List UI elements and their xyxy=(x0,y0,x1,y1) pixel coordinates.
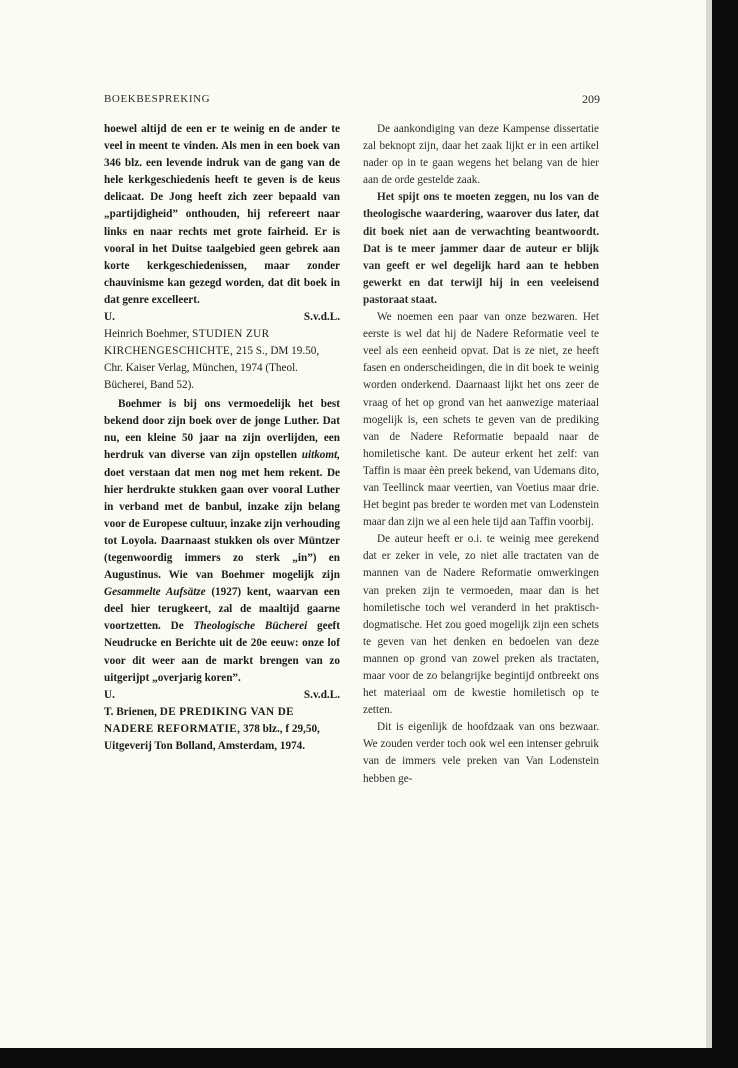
book-entry-boehmer xyxy=(104,326,340,394)
scan-edge-right xyxy=(712,0,738,1068)
review-emphasis: Gesammelte Aufsätze xyxy=(104,586,206,599)
review-text: (1927) kent, waarvan een deel hier terugkeert, zal de maaltijd gaarne voortzetten. De xyxy=(104,586,340,633)
entry-title: DE PREDIKING VAN DE NADERE REFORMATIE, xyxy=(104,705,295,735)
scan-edge-bottom xyxy=(0,1048,738,1068)
signature-author: S.v.d.L. xyxy=(303,688,340,701)
review-text: Boehmer is bij ons vermoedelijk het best bekend door zijn boek over de jonge Luther. Dat nu, een kleine 50 jaar na zijn overlijden, een herdruk van diverse van zijn opstellen xyxy=(104,398,340,462)
left-column xyxy=(104,121,340,755)
review-emphasis: uitkomt, xyxy=(301,449,340,462)
paragraph: Het spijt ons te moeten zeggen, nu los van de theologische waardering, waarover dus later, dat dit boek niet aan de verwachting beantwoordt. Dat is te meer jammer daar de auteur er blijk van geeft er wel degelijk hard aan te hebben gewerkt en dat terwijl hij in een veeleisend pastoraat staat. xyxy=(363,191,599,306)
review-text: doet verstaan dat men nog met hem rekent. De hier herdrukte stukken gaan over vooral Luther in verband met de banbul, inzake zijn belang voor de Europese cultuur, inzake zijn verhouding tot Loyola. Daarnaast stukken ols over Müntzer (tegenwoordig immers zo sterk „in”) en Augustinus. Wie van Boehmer mogelijk zijn xyxy=(104,466,340,582)
paragraph: De auteur heeft er o.i. te weinig mee gerekend dat er zeker in vele, zo niet alle tractaten van de mannen van de Nadere Reformatie omwerkingen van preken zijn te vermoeden, maar dan is het homiletische toch wel veranderd in het praktisch-dogmatische. Het zou goed mogelijk zijn een schets te geven van het denken en bedoelen van deze mannen op grond van zowel preken als tractaten, maar voor de zo belangrijke begintijd ontbreekt ons het materiaal om de kwestie homiletisch op te zetten. xyxy=(363,533,599,717)
review-signature xyxy=(104,687,340,704)
signature-initial: U. xyxy=(104,311,115,324)
book-entry-brienen xyxy=(104,704,340,755)
signature-initial: U. xyxy=(104,688,115,701)
entry-details: 215 S., DM 19.50, Chr. Kaiser Verlag, München, 1974 (Theol. Bücherei, Band 52). xyxy=(104,345,320,392)
running-title: BOEKBESPREKING xyxy=(104,93,211,105)
paragraph: De aankondiging van deze Kampense dissertatie zal beknopt zijn, daar het zaak lijkt er in een artikel nader op in te gaan wegens het belang van de hier aan de orde gestelde zaak. xyxy=(363,123,599,187)
page-number: 209 xyxy=(582,92,600,106)
review-text: geeft Neudrucke en Berichte uit de 20e eeuw: onze lof voor dit weer aan de markt brengen van zo uitgerijpt „overjarig koren”. xyxy=(104,620,340,684)
paragraph: Dit is eigenlijk de hoofdzaak van ons bezwaar. We zouden verder toch ook wel een intenser gebruik van de immers vele preken van Van Lodenstein hebben ge- xyxy=(363,721,599,785)
review-emphasis: Theologische Bücherei xyxy=(193,620,308,633)
signature-author: S.v.d.L. xyxy=(303,311,340,324)
review-signature xyxy=(104,309,340,326)
review-boehmer xyxy=(104,396,340,687)
entry-title: STUDIEN ZUR KIRCHENGESCHICHTE, xyxy=(104,328,270,358)
paragraph: We noemen een paar van onze bezwaren. Het eerste is wel dat hij de Nadere Reformatie veel te veel als een eenheid opvat. Dat is ze niet, ze heeft fasen en onderscheidingen, die in dit boek te weinig worden onderkend. Daarnaast lijkt het ons zeer de vraag of het op grond van het aanwezige materiaal mogelijk is, een schets te geven van de prediking van de Nadere Reformatie bepaald naar de homiletische kant. De auteur erkent het zelf: van Taffin is maar èèn preek bekend, van Udemans dito, van Teellinck maar veertien, van Voetius maar drie. Het begint pas breder te worden met van Lodenstein maar dan zijn we al een hele tijd aan Taffin voorbij. xyxy=(363,311,599,529)
entry-author: T. Brienen, xyxy=(104,705,157,718)
entry-details: 378 blz., f 29,50, Uitgeverij Ton Bolland, Amsterdam, 1974. xyxy=(104,722,320,752)
review-continuation: hoewel altijd de een er te weinig en de ander te veel in meent te vinden. Als men in een boek van 346 blz. een levende indruk van de gang van de hele kerkgeschiedenis heeft te geven is de keus delicaat. De Jong heeft zich zeer bepaald van „partijdigheid” onthouden, hij refereert naar links en naar rechts met grote fairheid. Er is vooral in het Duitse taalgebied geen gebrek aan korte kerkgeschiedenissen, maar zonder chauvinisme kan gezegd worden, dat dit boek in dat genre excelleert. xyxy=(104,123,340,306)
right-column xyxy=(363,121,599,788)
entry-author: Heinrich Boehmer, xyxy=(104,328,190,341)
